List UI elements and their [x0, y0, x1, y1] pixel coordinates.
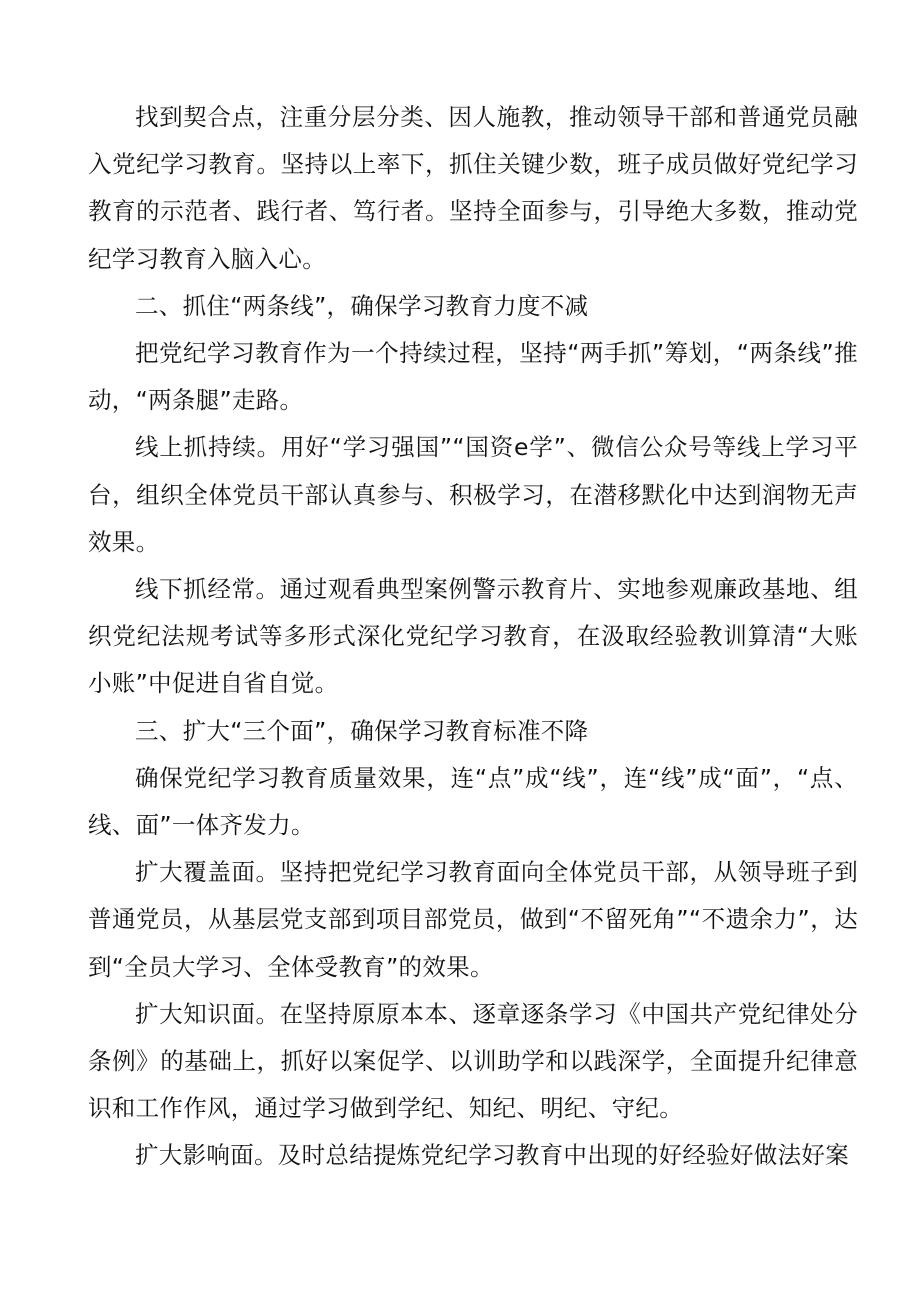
paragraph-5: 确保党纪学习教育质量效果，连“点”成“线”，连“线”成“面”，“点、线、面”一体齐发力。: [88, 763, 858, 840]
section-heading-2: 二、抓住“两条线”，确保学习教育力度不减: [135, 291, 589, 320]
paragraph-7: 扩大知识面。在坚持原原本本、逐章逐条学习《中国共产党纪律处分条例》的基础上，抓好以案促学、以训助学和以践深学，全面提升纪律意识和工作作风，通过学习做到学纪、知纪、明纪、守纪。: [88, 999, 858, 1123]
paragraph-3: 线上抓持续。用好“学习强国”“国资e学”、微信公众号等线上学习平台，组织全体党员干部认真参与、积极学习，在潜移默化中达到润物无声效果。: [88, 433, 858, 556]
paragraph-2: 把党纪学习教育作为一个持续过程，坚持“两手抓”筹划，“两条线”推动，“两条腿”走路。: [88, 339, 858, 415]
section-heading-3: 三、扩大“三个面”，确保学习教育标准不降: [135, 716, 589, 745]
paragraph-4: 线下抓经常。通过观看典型案例警示教育片、实地参观廉政基地、组织党纪法规考试等多形式深化党纪学习教育，在汲取经验教训算清“大账小账”中促进自省自觉。: [88, 575, 858, 698]
paragraph-6: 扩大覆盖面。坚持把党纪学习教育面向全体党员干部，从领导班子到普通党员，从基层党支部到项目部党员，做到“不留死角”“不遗余力”，达到“全员大学习、全体受教育”的效果。: [88, 858, 858, 981]
paragraph-1: 找到契合点，注重分层分类、因人施教，推动领导干部和普通党员融入党纪学习教育。坚持以上率下，抓住关键少数，班子成员做好党纪学习教育的示范者、践行者、笃行者。坚持全面参与，引导绝大多数，推动党纪学习教育入脑入心。: [88, 103, 858, 273]
paragraph-8: 扩大影响面。及时总结提炼党纪学习教育中出现的好经验好做法好案: [135, 1141, 849, 1170]
document-body: [88, 94, 858, 1180]
